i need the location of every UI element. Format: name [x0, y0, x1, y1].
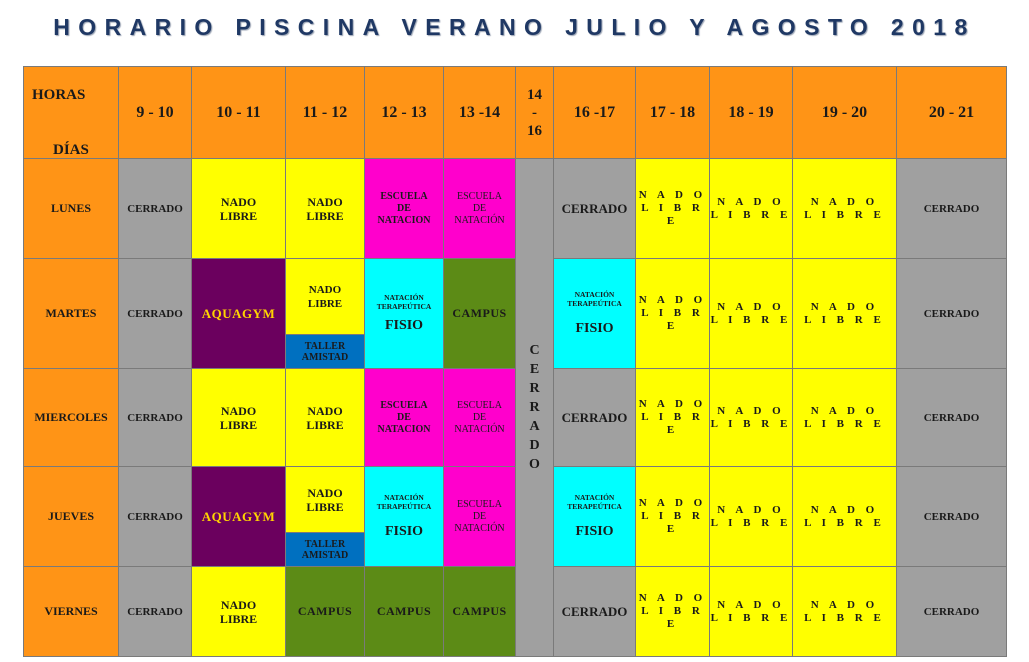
page-title: HORARIO PISCINA VERANO JULIO Y AGOSTO 2018	[53, 14, 976, 40]
slot-header: 10 - 11	[192, 67, 286, 159]
cell-cerrado: CERRADO	[897, 159, 1007, 259]
cell-cerrado: CERRADO	[119, 567, 192, 657]
slot-header: 13 -14	[444, 67, 516, 159]
slot-header: 20 - 21	[897, 67, 1007, 159]
header-row	[24, 67, 1007, 159]
schedule-table	[23, 66, 1007, 657]
day-label: MIERCOLES	[24, 369, 119, 467]
slot-header: 11 - 12	[286, 67, 365, 159]
day-row-viernes	[24, 567, 1007, 657]
cell-campus: CAMPUS	[444, 259, 516, 369]
cell-cerrado: CERRADO	[897, 467, 1007, 567]
cell-cerrado: CERRADO	[119, 259, 192, 369]
cell-nado-libre: N A D O L I B R E	[793, 567, 897, 657]
cell-escuela: ESCUELA DE NATACIÓN	[444, 467, 516, 567]
cell-nado-libre: N A D O L I B R E	[636, 467, 710, 567]
cell-aquagym: AQUAGYM	[192, 259, 286, 369]
cell-nado-libre: N A D O L I B R E	[636, 567, 710, 657]
cell-terapeutica: NATACIÓN TERAPEÚTICA FISIO	[365, 467, 444, 567]
cell-escuela: ESCUELA DE NATACIÓN	[444, 159, 516, 259]
cell-nado-libre: N A D O L I B R E	[636, 259, 710, 369]
cell-escuela: ESCUELA DE NATACION	[365, 159, 444, 259]
day-row-jueves	[24, 467, 1007, 567]
cell-nado-libre: N A D O L I B R E	[636, 369, 710, 467]
cell-taller-amistad: TALLER AMISTAD	[286, 334, 364, 368]
corner-header	[24, 67, 119, 159]
cell-nado-libre: N A D O L I B R E	[793, 369, 897, 467]
cell-nado-libre: N A D O L I B R E	[793, 467, 897, 567]
day-label: LUNES	[24, 159, 119, 259]
cell-taller-amistad: TALLER AMISTAD	[286, 532, 364, 566]
day-row-martes	[24, 259, 1007, 369]
cell-nado-libre: N A D O L I B R E	[710, 369, 793, 467]
cell-terapeutica: NATACIÓN TERAPEÚTICA FISIO	[554, 259, 636, 369]
cell-aquagym: AQUAGYM	[192, 467, 286, 567]
cell-cerrado: CERRADO	[897, 567, 1007, 657]
cell-nado-libre: N A D O L I B R E	[793, 259, 897, 369]
day-label: MARTES	[24, 259, 119, 369]
slot-header: 17 - 18	[636, 67, 710, 159]
cell-campus: CAMPUS	[365, 567, 444, 657]
slot-header-lunch: 14 - 16	[516, 67, 554, 159]
day-row-lunes	[24, 159, 1007, 259]
cell-nado-libre: N A D O L I B R E	[710, 467, 793, 567]
cell-escuela: ESCUELA DE NATACIÓN	[444, 369, 516, 467]
day-label: VIERNES	[24, 567, 119, 657]
cell-nado-libre: N A D O L I B R E	[710, 567, 793, 657]
slot-header: 18 - 19	[710, 67, 793, 159]
cell-cerrado: CERRADO	[554, 369, 636, 467]
cell-lunch-cerrado: C E R R A D O	[516, 159, 554, 657]
cell-cerrado: CERRADO	[554, 159, 636, 259]
slot-header: 12 - 13	[365, 67, 444, 159]
cell-cerrado: CERRADO	[554, 567, 636, 657]
cell-nado-libre: NADO LIBRE	[286, 467, 364, 532]
cell-nado-libre: N A D O L I B R E	[710, 159, 793, 259]
slot-header: 9 - 10	[119, 67, 192, 159]
cell-nado-libre: N A D O L I B R E	[636, 159, 710, 259]
cell-cerrado: CERRADO	[119, 159, 192, 259]
horas-label: HORAS	[32, 87, 86, 103]
cell-cerrado: CERRADO	[119, 467, 192, 567]
cell-split	[286, 259, 365, 369]
cell-cerrado: CERRADO	[897, 369, 1007, 467]
day-row-miercoles	[24, 369, 1007, 467]
day-label: JUEVES	[24, 467, 119, 567]
cell-cerrado: CERRADO	[119, 369, 192, 467]
slot-header: 16 -17	[554, 67, 636, 159]
dias-label: DÍAS	[53, 142, 89, 158]
cell-campus: CAMPUS	[444, 567, 516, 657]
cell-escuela: ESCUELA DE NATACION	[365, 369, 444, 467]
cell-terapeutica: NATACIÓN TERAPEÚTICA FISIO	[554, 467, 636, 567]
cell-nado-libre: NADO LIBRE	[192, 369, 286, 467]
cell-nado-libre: NADO LIBRE	[192, 567, 286, 657]
cell-nado-libre: N A D O L I B R E	[793, 159, 897, 259]
cell-nado-libre: NADO LIBRE	[286, 259, 364, 334]
cell-split	[286, 467, 365, 567]
cell-campus: CAMPUS	[286, 567, 365, 657]
cell-nado-libre: NADO LIBRE	[286, 369, 365, 467]
cell-nado-libre: NADO LIBRE	[192, 159, 286, 259]
cell-terapeutica: NATACIÓN TERAPEÚTICA FISIO	[365, 259, 444, 369]
cell-cerrado: CERRADO	[897, 259, 1007, 369]
cell-nado-libre: N A D O L I B R E	[710, 259, 793, 369]
cell-nado-libre: NADO LIBRE	[286, 159, 365, 259]
slot-header: 19 - 20	[793, 67, 897, 159]
